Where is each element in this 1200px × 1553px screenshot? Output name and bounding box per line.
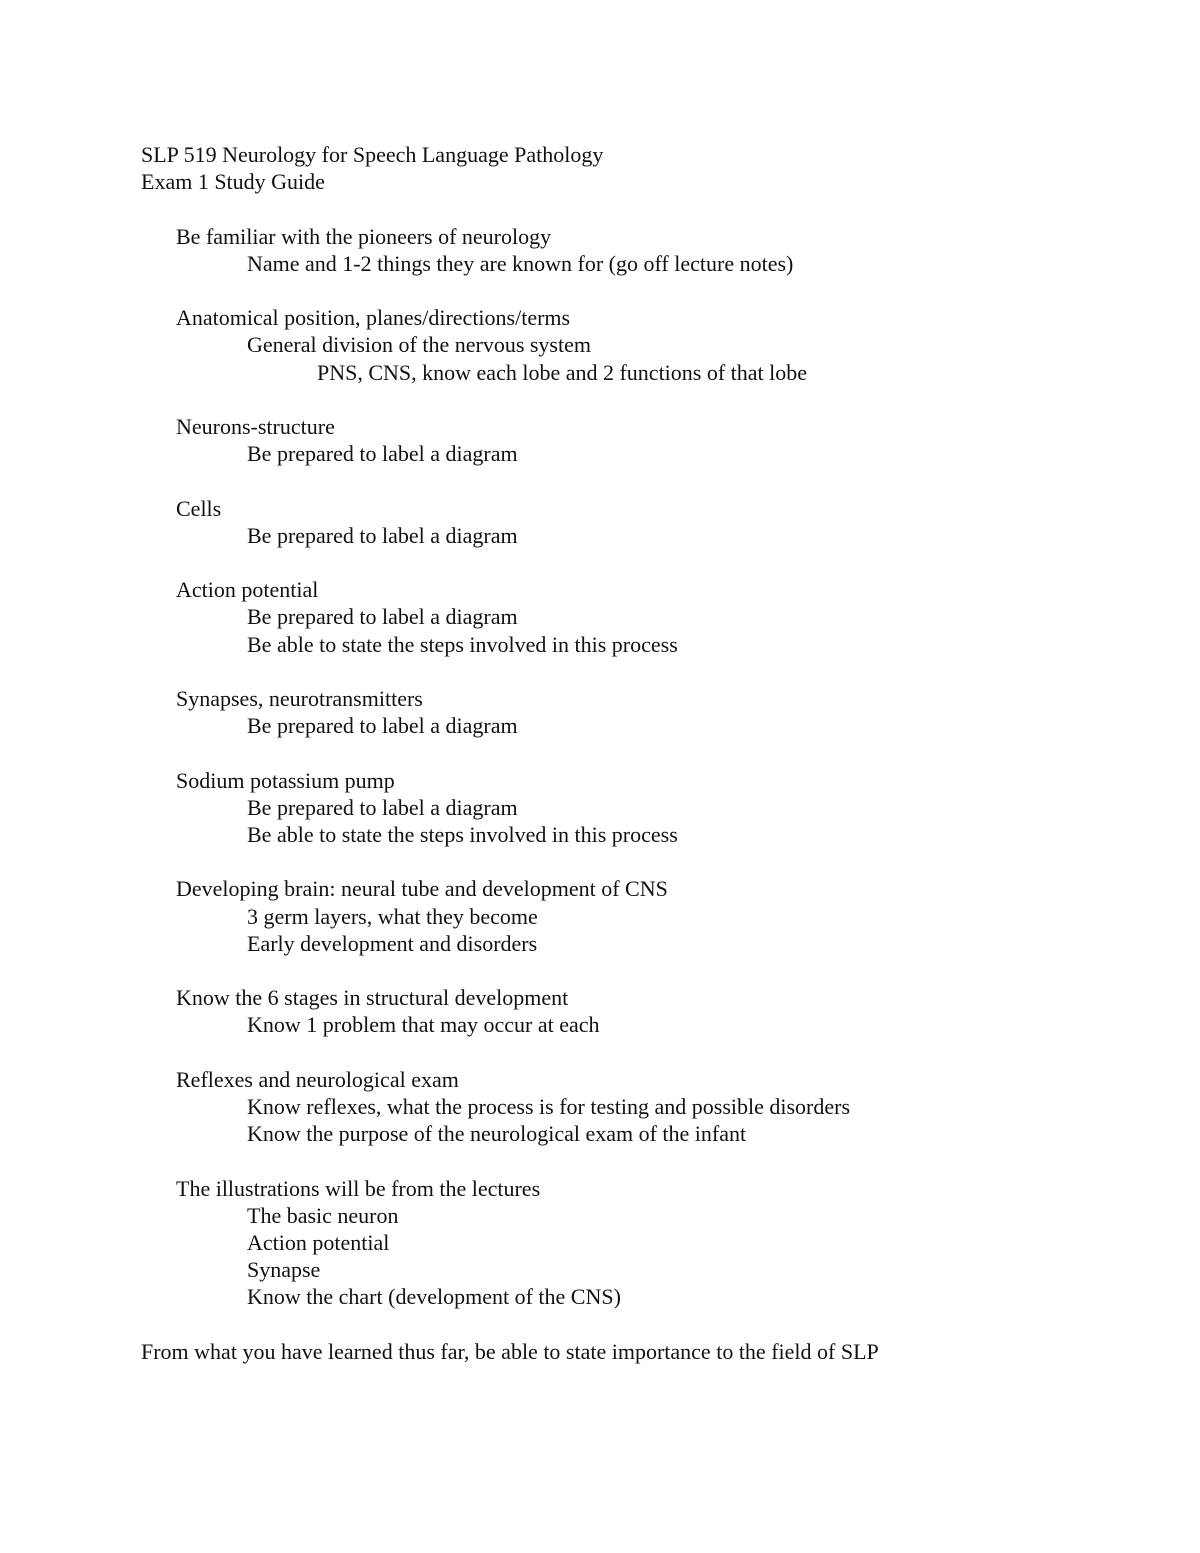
section-heading-illustrations: The illustrations will be from the lectures [176, 1175, 541, 1201]
spacer [141, 467, 1101, 494]
section-heading-developing-brain: Developing brain: neural tube and development of CNS [176, 876, 668, 902]
spacer [141, 1039, 1101, 1066]
section-item: Action potential [247, 1229, 390, 1255]
section-item: Know reflexes, what the process is for testing and possible disorders [247, 1093, 851, 1119]
spacer [141, 195, 1101, 222]
spacer [141, 848, 1101, 875]
spacer [141, 957, 1101, 984]
section-heading-structural-development: Know the 6 stages in structural development [176, 985, 569, 1011]
section-item: 3 germ layers, what they become [247, 903, 538, 929]
spacer [141, 1311, 1101, 1338]
section-item: Synapse [247, 1257, 321, 1283]
section-item: Be prepared to label a diagram [247, 713, 518, 739]
spacer [141, 386, 1101, 413]
section-item: Early development and disorders [247, 930, 538, 956]
section-item: Be prepared to label a diagram [247, 794, 518, 820]
section-item: Name and 1-2 things they are known for (go off lecture notes) [247, 250, 794, 276]
section-item: Be able to state the steps involved in this process [247, 821, 678, 847]
section-heading-pioneers: Be familiar with the pioneers of neurology [176, 223, 552, 249]
course-title: SLP 519 Neurology for Speech Language Pathology [141, 142, 604, 167]
section-heading-anatomical-position: Anatomical position, planes/directions/terms [176, 305, 571, 331]
section-item: Know the chart (development of the CNS) [247, 1284, 621, 1310]
section-heading-neurons: Neurons-structure [176, 413, 335, 439]
section-item: Know the purpose of the neurological exam of the infant [247, 1121, 747, 1147]
spacer [141, 1147, 1101, 1174]
study-guide-body [141, 141, 1101, 1365]
spacer [141, 658, 1101, 685]
section-heading-sodium-potassium-pump: Sodium potassium pump [176, 767, 395, 793]
section-heading-synapses: Synapses, neurotransmitters [176, 685, 423, 711]
section-item: Be prepared to label a diagram [247, 441, 518, 467]
section-heading-action-potential: Action potential [176, 577, 319, 603]
closing-statement: From what you have learned thus far, be able to state importance to the field of SLP [141, 1338, 879, 1364]
section-item: Be able to state the steps involved in this process [247, 631, 678, 657]
spacer [141, 549, 1101, 576]
section-item: Be prepared to label a diagram [247, 522, 518, 548]
section-item: The basic neuron [247, 1202, 399, 1228]
section-heading-reflexes: Reflexes and neurological exam [176, 1066, 459, 1092]
document-title: Exam 1 Study Guide [141, 169, 325, 195]
section-heading-cells: Cells [176, 495, 222, 521]
section-item: General division of the nervous system [247, 332, 591, 358]
section-item: Be prepared to label a diagram [247, 604, 518, 630]
spacer [141, 739, 1101, 766]
spacer [141, 277, 1101, 304]
section-item: Know 1 problem that may occur at each [247, 1012, 600, 1038]
section-subitem: PNS, CNS, know each lobe and 2 functions of that lobe [317, 359, 808, 385]
